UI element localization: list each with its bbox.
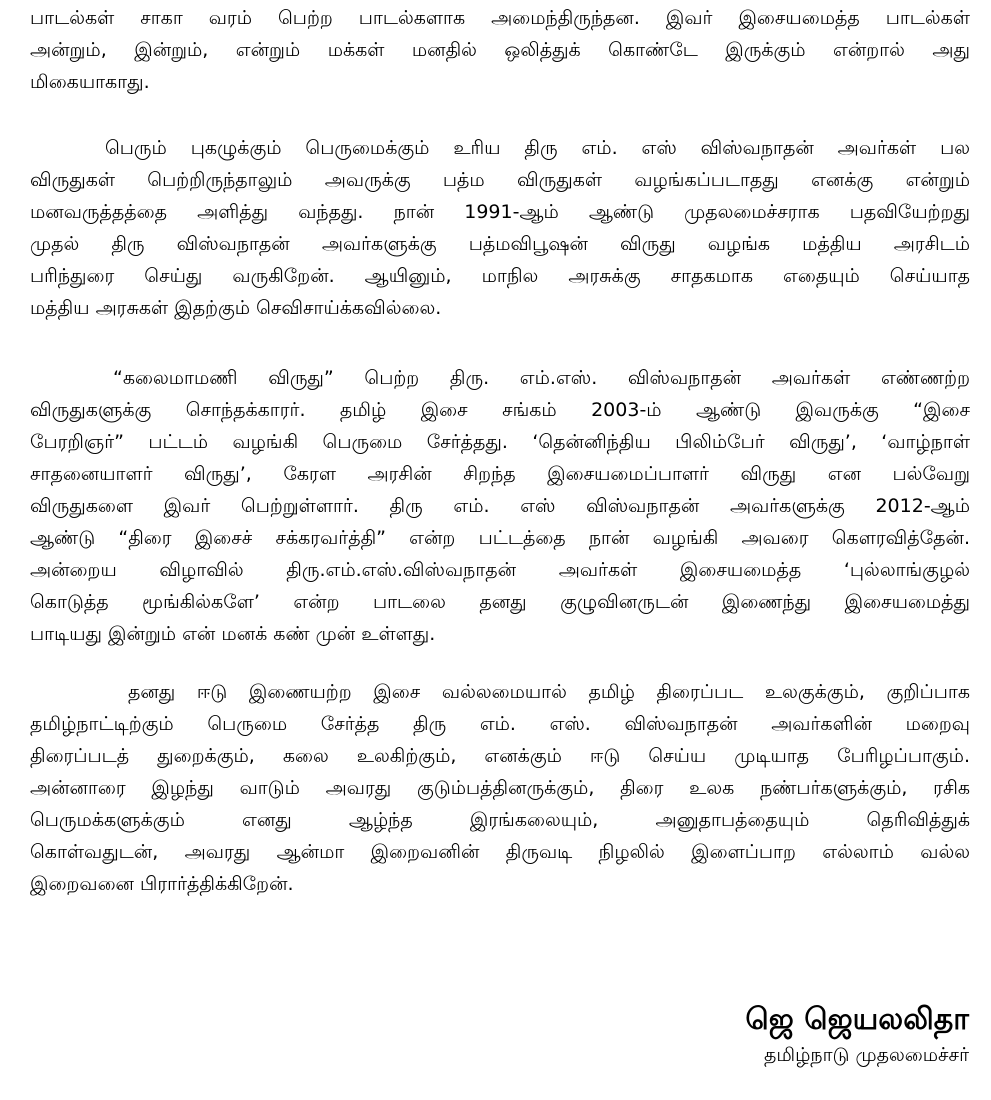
text-line: அன்னாரை இழந்து வாடும் அவரது குடும்பத்தினருக்கும், திரை உலக நண்பர்களுக்கும், ரசிக xyxy=(30,777,970,799)
text-line: மத்திய அரசுகள் இதற்கும் செவிசாய்க்கவில்லை. xyxy=(30,297,442,319)
text-line: தனது ஈடு இணையற்ற இசை வல்லமையால் தமிழ் திரைப்பட உலகுக்கும், குறிப்பாக xyxy=(128,681,970,703)
text-line: கொள்வதுடன், அவரது ஆன்மா இறைவனின் திருவடி நிழலில் இளைப்பாற எல்லாம் வல்ல xyxy=(30,841,970,863)
paragraph-3 xyxy=(30,362,970,650)
text-line: சாதனையாளர் விருது’, கேரள அரசின் சிறந்த இசையமைப்பாளர் விருது என பல்வேறு xyxy=(30,463,970,485)
text-line: பாடல்கள் சாகா வரம் பெற்ற பாடல்களாக அமைந்திருந்தன. இவர் இசையமைத்த பாடல்கள் xyxy=(30,7,970,29)
text-line: அன்றைய விழாவில் திரு.எம்.எஸ்.விஸ்வநாதன் அவர்கள் இசையமைத்த ‘புல்லாங்குழல் xyxy=(30,559,970,581)
text-line: கொடுத்த மூங்கில்களே’ என்ற பாடலை தனது குழுவினருடன் இணைந்து இசையமைத்து xyxy=(30,591,970,613)
text-line: முதல் திரு விஸ்வநாதன் அவர்களுக்கு பத்மவிபூஷன் விருது வழங்க மத்திய அரசிடம் xyxy=(30,233,970,255)
paragraph-2 xyxy=(30,132,970,324)
paragraph-4 xyxy=(30,676,970,900)
signature-name: ஜெ ஜெயலலிதா xyxy=(745,1002,969,1037)
text-line: திரைப்படத் துறைக்கும், கலை உலகிற்கும், எனக்கும் ஈடு செய்ய முடியாத பேரிழப்பாகும். xyxy=(30,745,970,767)
text-line: பரிந்துரை செய்து வருகிறேன். ஆயினும், மாநில அரசுக்கு சாதகமாக எதையும் செய்யாத xyxy=(30,265,970,287)
text-line: பெரும் புகழுக்கும் பெருமைக்கும் உரிய திரு எம். எஸ் விஸ்வநாதன் அவர்கள் பல xyxy=(105,137,970,159)
text-line: “கலைமாமணி விருது” பெற்ற திரு. எம்.எஸ். விஸ்வநாதன் அவர்கள் எண்ணற்ற xyxy=(113,367,970,389)
text-line: அன்றும், இன்றும், என்றும் மக்கள் மனதில் ஒலித்துக் கொண்டே இருக்கும் என்றால் அது xyxy=(30,39,970,61)
text-line: பெருமக்களுக்கும் எனது ஆழ்ந்த இரங்கலையும், அனுதாபத்தையும் தெரிவித்துக் xyxy=(30,809,970,831)
text-line: பாடியது இன்றும் என் மனக் கண் முன் உள்ளது. xyxy=(30,623,436,645)
text-line: இறைவனை பிரார்த்திக்கிறேன். xyxy=(30,873,294,895)
text-line: விருதுகளை இவர் பெற்றுள்ளார். திரு எம். எஸ் விஸ்வநாதன் அவர்களுக்கு 2012-ஆம் xyxy=(30,495,970,517)
text-line: மிகையாகாது. xyxy=(30,71,150,93)
text-line: பேரறிஞர்” பட்டம் வழங்கி பெருமை சேர்த்தது. ‘தென்னிந்திய பிலிம்பேர் விருது’, ‘வாழ்நாள் xyxy=(30,431,970,453)
text-line: விருதுகளுக்கு சொந்தக்காரர். தமிழ் இசை சங்கம் 2003-ம் ஆண்டு இவருக்கு “இசை xyxy=(30,399,970,421)
text-line: விருதுகள் பெற்றிருந்தாலும் அவருக்கு பத்ம விருதுகள் வழங்கப்படாதது எனக்கு என்றும் xyxy=(30,169,970,191)
text-line: ஆண்டு “திரை இசைச் சக்கரவர்த்தி” என்ற பட்டத்தை நான் வழங்கி அவரை கௌரவித்தேன். xyxy=(30,527,970,549)
text-line: தமிழ்நாட்டிற்கும் பெருமை சேர்த்த திரு எம். எஸ். விஸ்வநாதன் அவர்களின் மறைவு xyxy=(30,713,970,735)
paragraph-1 xyxy=(30,2,970,98)
signature-title: தமிழ்நாடு முதலமைச்சர் xyxy=(764,1044,969,1066)
text-line: மனவருத்தத்தை அளித்து வந்தது. நான் 1991-ஆம் ஆண்டு முதலமைச்சராக பதவியேற்றது xyxy=(30,201,970,223)
